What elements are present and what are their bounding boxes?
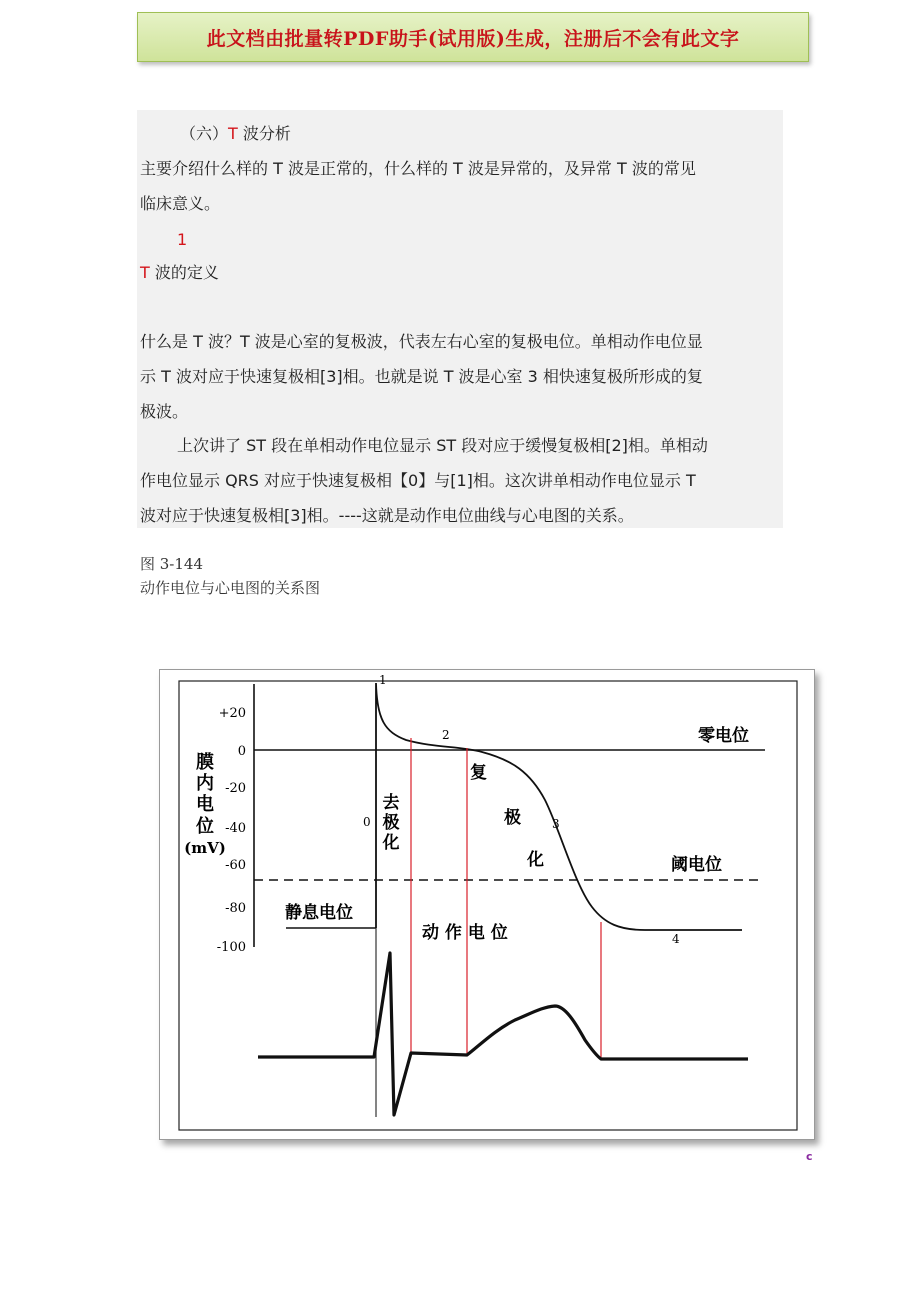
watermark-text: 此文档由批量转PDF助手(试用版)生成，注册后不会有此文字 — [206, 27, 740, 50]
inner-frame — [179, 681, 797, 1130]
phase-3-label: 3 — [552, 817, 560, 831]
paragraph-1-line-2: 示 T 波对应于快速复极相[3]相。也就是说 T 波是心室 3 相快速复极所形成的复 — [140, 367, 703, 386]
resting-potential-label: 静息电位 — [285, 903, 353, 923]
y-tick: -100 — [216, 940, 246, 955]
depolarization-char: 化 — [382, 833, 400, 853]
y-tick: 0 — [237, 744, 246, 759]
y-tick: -80 — [225, 901, 246, 916]
paragraph-2-line-2: 作电位显示 QRS 对应于快速复极相【0】与[1]相。这次讲单相动作电位显示 T — [140, 471, 696, 490]
depolarization-char: 去 — [382, 793, 400, 813]
paragraph-1-line-1: 什么是 T 波？T 波是心室的复极波，代表左右心室的复极电位。单相动作电位显 — [140, 332, 703, 351]
heading-prefix: （六） — [180, 124, 229, 143]
y-axis-title-char: 内 — [196, 773, 214, 794]
text-section — [137, 110, 783, 528]
phase-4-label: 4 — [672, 932, 680, 946]
y-axis-title — [195, 752, 214, 837]
subsection-title — [140, 263, 219, 283]
paragraph-1-line-3: 极波。 — [140, 402, 189, 421]
y-axis-title-char: 膜 — [196, 752, 214, 773]
section-heading — [180, 124, 291, 144]
subsection-number: 1 — [177, 230, 188, 249]
subsection-t: T — [140, 263, 150, 282]
action-potential-label: 动 作 电 位 — [422, 923, 508, 943]
repolarization-char: 复 — [470, 763, 487, 783]
heading-t: T — [228, 124, 238, 143]
corner-mark: c — [806, 1150, 813, 1163]
ecg-trace — [258, 953, 748, 1115]
watermark-banner — [137, 12, 809, 62]
figure-svg — [160, 670, 816, 1141]
y-axis-unit: (mV) — [184, 839, 226, 857]
y-ticks — [217, 706, 246, 955]
subsection-title-rest: 波的定义 — [149, 263, 219, 282]
threshold-potential-label: 阈电位 — [671, 855, 722, 875]
zero-potential-label: 零电位 — [698, 726, 749, 746]
phase-0-label: 0 — [363, 815, 371, 829]
repolarization-label — [470, 762, 544, 870]
depolarization-label — [382, 792, 400, 853]
action-potential-figure — [159, 669, 815, 1140]
phase-1-label: 1 — [379, 673, 387, 687]
repolarization-char: 极 — [504, 808, 521, 828]
action-potential-curve — [376, 683, 742, 930]
y-tick: +20 — [218, 706, 246, 721]
phase-2-label: 2 — [442, 728, 450, 742]
intro-line-2: 临床意义。 — [140, 194, 221, 213]
paragraph-2-line-1: 上次讲了 ST 段在单相动作电位显示 ST 段对应于缓慢复极相[2]相。单相动 — [177, 436, 708, 455]
figure-number: 图 3-144 — [140, 555, 204, 573]
y-axis-title-char: 位 — [196, 816, 214, 837]
paragraph-2-line-3: 波对应于快速复极相[3]相。----这就是动作电位曲线与心电图的关系。 — [140, 506, 634, 525]
intro-line-1: 主要介绍什么样的 T 波是正常的，什么样的 T 波是异常的，及异常 T 波的常见 — [140, 159, 696, 178]
depolarization-char: 极 — [382, 813, 400, 833]
y-tick: -20 — [225, 781, 246, 796]
figure-caption: 动作电位与心电图的关系图 — [140, 579, 321, 597]
heading-rest: 波分析 — [237, 124, 291, 143]
y-tick: -60 — [225, 858, 246, 873]
repolarization-char: 化 — [527, 850, 544, 870]
y-axis-title-char: 电 — [196, 794, 214, 815]
y-tick: -40 — [225, 821, 246, 836]
